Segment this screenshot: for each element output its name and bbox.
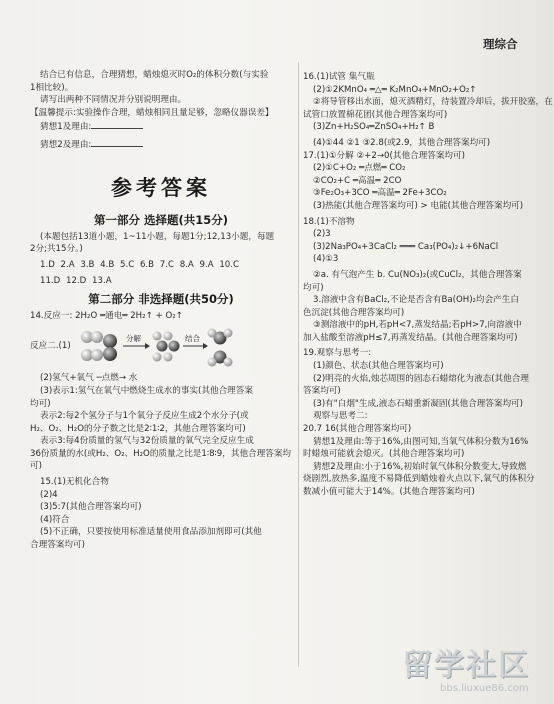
intro-line: 请写出两种不同情况并分别说明理由。: [40, 95, 187, 106]
answer-line: 3.溶液中含有BaCl₂,不论是否含有Ba(OH)₂均会产生白: [313, 295, 519, 306]
answer-line: (2)①2KMnO₄ ═△═ K₂MnO₄+MnO₂+O₂↑: [313, 84, 477, 95]
arrow-icon: [145, 343, 150, 349]
oxygen-atom: [157, 341, 168, 352]
answer-line: (3)5:7(其他合理答案均可): [40, 502, 142, 513]
oxygen-atom: [103, 334, 117, 348]
part1-note: 2分;共15分。): [30, 244, 83, 255]
answer-line: 数减小值可能大于14%。(其他合理答案均可): [303, 487, 475, 497]
subject-label: 理综合: [483, 37, 518, 51]
answer-line: (1)颜色、状态(其他合理答案均可): [313, 361, 444, 372]
q14-15-answers: [30, 372, 292, 551]
answer-line: 烧剧烈,放热多,温度不易降低到蜡烛着火点以下,氧气的体积分: [303, 474, 535, 485]
hydrogen-atom: [224, 358, 233, 367]
tip-line: 【温馨提示:实验操作合理，蜡烛相同且量足够，忽略仪器误差】: [30, 107, 274, 118]
answer-line: (3)2Na₃PO₄+3CaCl₂ ═══ Ca₃(PO₄)₂↓+6NaCl: [313, 241, 499, 252]
molecule-diagram: [30, 324, 292, 368]
hydrogen-atom: [208, 329, 217, 338]
watermark-logo: 留学社区: [402, 648, 530, 683]
answer-line: 均可): [303, 282, 324, 293]
answer-line: 20.7 16(其他合理答案均可): [303, 424, 412, 435]
answer-line: 观察与思考二:: [313, 411, 368, 422]
reaction-svg: [75, 324, 235, 368]
oxygen-atom: [169, 341, 180, 352]
q14-line: 反应二.(1): [30, 341, 71, 352]
answer-line: H₂、O₂、H₂O的分子数之比是2∶1∶2，其他合理答案均可): [30, 423, 246, 434]
answer-line: 15.(1)无机化合物: [40, 477, 109, 488]
part2-title: 第二部分 非选择题(共50分): [88, 292, 234, 307]
answer-line: (4)符合: [40, 514, 70, 525]
hydrogen-atom: [224, 329, 233, 338]
q14-line: 14.反应一: 2H₂O ═通电═ 2H₂↑ + O₂↑: [30, 310, 183, 321]
answer-line: ③Fe₂O₃+3CO ═高温═ 2Fe+3CO₂: [313, 188, 447, 199]
answer-line: (4)①3: [313, 254, 339, 265]
answer-line: 18.(1)不溶物: [303, 216, 355, 227]
answer-row: 1.D 2.A 3.B 4.B 5.C 6.B 7.C 8.A 9.A 10.C: [40, 259, 239, 270]
answer-line: 19.观察与思考一:: [303, 348, 372, 359]
answer-line: 猜想1及理由:等于16%,由图可知,当氧气体积分数为16%: [313, 436, 529, 447]
answer-line: 猜想2及理由:小于16%,初始时氧气体积分数变大,导致燃: [313, 461, 527, 472]
hydrogen-atom: [153, 332, 162, 341]
answer-line: ②CO₂+C ═高温═ 2CO: [313, 175, 402, 186]
arrow-icon: [203, 343, 208, 349]
hydrogen-atom: [164, 353, 173, 362]
answer-line: 17.(1)①分解 ②+2→0(其他合理答案均可): [303, 150, 465, 161]
watermark-url: bbs.liuxue86.com: [440, 683, 529, 694]
left-column: [30, 69, 292, 552]
answer-line: 表示2:每2个氢分子与1个氧分子反应生成2个水分子(或: [40, 411, 249, 422]
answer-line: (2)3: [313, 229, 331, 240]
answer-line: (3)有"白烟"生成,液态石蜡重新凝固(其他合理答案均可): [313, 398, 523, 409]
guess1-line: 猜想1及理由:: [30, 119, 292, 134]
hydrogen-atom: [208, 358, 217, 367]
answer-line: 表示3:每4份质量的氢气与32份质量的氧气完全反应生成: [40, 436, 254, 447]
hydrogen-atom: [91, 331, 103, 343]
answer-line: 合理答案均可): [30, 540, 85, 551]
intro-line: 结合已有信息，合理猜想，蜡烛熄灭时O₂的体积分数(与实验: [40, 70, 269, 80]
intro-line: 1相比较)。: [30, 82, 74, 93]
answer-line: (2)4: [40, 489, 58, 500]
guess2-line: 猜想2及理由:: [30, 137, 292, 152]
answer-line: 可): [30, 461, 42, 472]
answer-line: ③测溶液中的pH,若pH<7,蒸发结晶;若pH>7,向溶液中: [313, 320, 522, 331]
hydrogen-atom: [153, 353, 162, 362]
arrow-label-combine: 结合: [185, 334, 200, 344]
answer-line: (4)①44 ②1 ③2.8(或2.9，其他合理答案均可): [313, 137, 491, 148]
hydrogen-atom: [91, 349, 103, 361]
answer-line: ②a. 有气泡产生 b. Cu(NO₃)₂(或CuCl₂，其他合理答案: [313, 269, 522, 280]
hydrogen-atom: [164, 332, 173, 341]
answer-line: (3)表示1:氢气在氧气中燃烧生成水的事实(其他合理答案: [40, 385, 253, 396]
answer-line: (3)热能(其他合理答案均可) > 电能(其他合理答案均可): [313, 200, 524, 211]
answer-line: ②将导管移出水面，熄灭酒精灯，待装置冷却后，拔开胶塞，在: [313, 97, 553, 108]
answer-line: 16.(1)试管 集气瓶: [303, 72, 375, 82]
answer-row: 11.D 12.D 13.A: [40, 275, 112, 286]
answer-line: (2)明亮的火焰,烛芯周围的固态石蜡熔化为液态(其他合理: [313, 373, 529, 384]
answer-line: 加入盐酸至溶液pH≤7,再蒸发结晶。(其他合理答案均可): [303, 332, 518, 343]
answer-line: 36份质量的水(或H₂、O₂、H₂O的质量之比是1∶8∶9，其他合理答案均: [30, 448, 292, 459]
answer-line: (2)氢气+氧气 ─点燃→ 水: [40, 373, 138, 384]
part1-note: (本题包括13道小题，1~11小题，每题1分;12,13小题，每题: [40, 231, 275, 242]
answer-line: 试管口放置棉花团(其他合理答案均可): [303, 109, 448, 120]
answer-line: (5)不正确，只要按使用标准适量使用食品添加剂即可(其他: [40, 527, 262, 538]
page-title: 参考答案: [111, 175, 211, 200]
column-divider: [298, 62, 299, 667]
part1-title: 第一部分 选择题(共15分): [93, 213, 229, 228]
right-column: [303, 71, 553, 499]
answer-line: 答案均可): [303, 386, 341, 397]
answer-line: (3)Zn+H₂SO₄═ZnSO₄+H₂↑ B: [313, 122, 435, 133]
oxygen-atom: [103, 347, 117, 361]
answer-line: 色沉淀(其他合理答案均可): [303, 307, 405, 318]
arrow-label-decompose: 分解: [126, 334, 141, 344]
answer-line: 时蜡烛可能就会熄灭。(其他合理答案均可): [303, 449, 465, 460]
answer-line: (2)①C+O₂ ═点燃═ CO₂: [313, 163, 406, 174]
answer-line: 均可): [30, 398, 51, 409]
